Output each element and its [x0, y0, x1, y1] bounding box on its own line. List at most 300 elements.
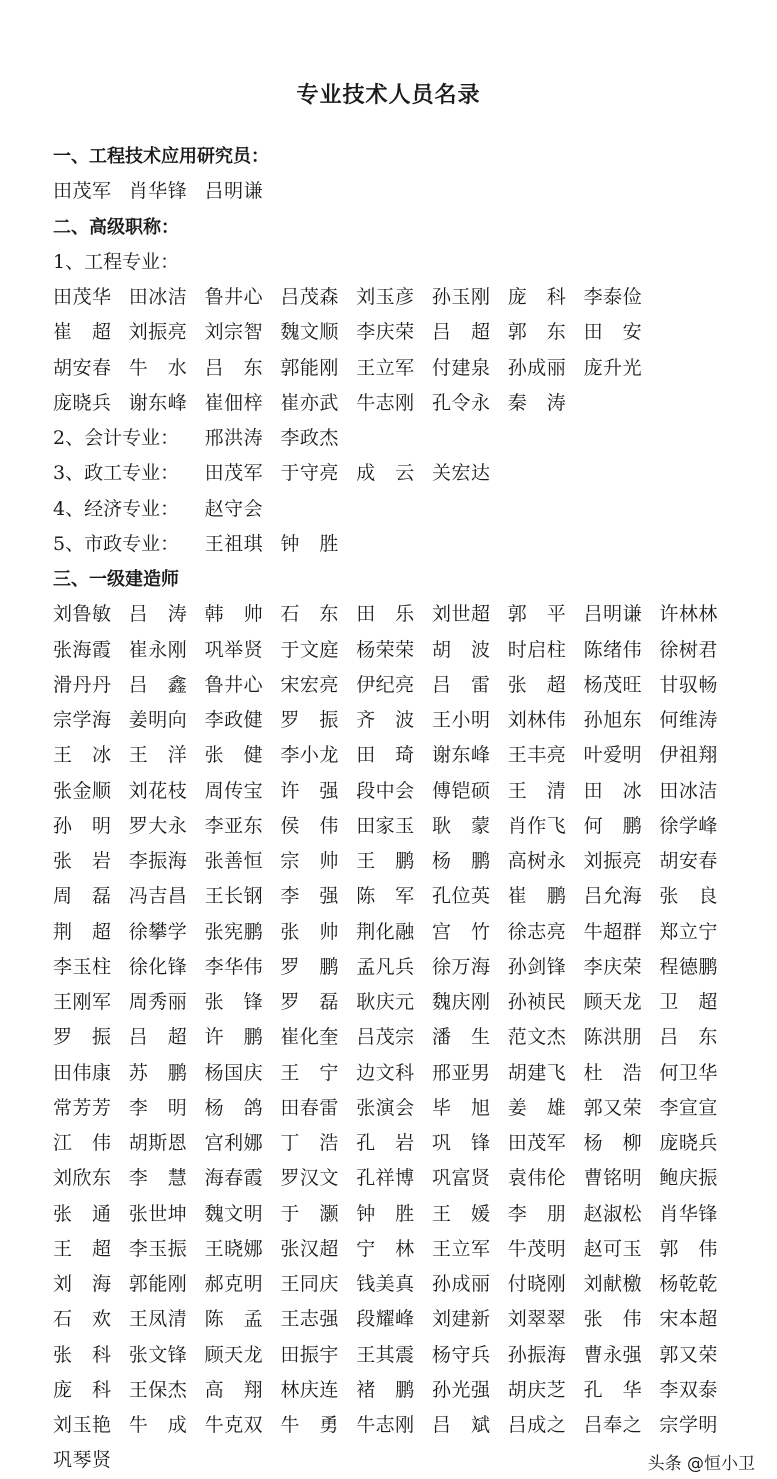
- person-name: 赵淑松: [583, 1202, 642, 1225]
- person-name: 鲍庆振: [659, 1167, 718, 1190]
- person-name: 王立军: [432, 1237, 490, 1260]
- person-name: 刘世超: [432, 603, 490, 626]
- person-name: 侯 伟: [280, 814, 339, 837]
- person-name: 郭能刚: [280, 356, 339, 379]
- person-name: 吕成之: [507, 1414, 566, 1436]
- person-name: 姜 雄: [507, 1096, 566, 1119]
- name-row: [53, 738, 773, 773]
- person-name: 崔 超: [53, 321, 111, 344]
- person-name: 郭 东: [507, 321, 566, 344]
- person-name: 范文杰: [507, 1026, 566, 1049]
- person-name: 王 清: [507, 779, 566, 802]
- category-label: 4、经济专业：: [53, 497, 180, 520]
- person-name: 罗大永: [128, 814, 187, 837]
- name-row: [53, 597, 773, 632]
- person-name: 张 超: [507, 673, 566, 696]
- person-name: 崔佃梓: [204, 391, 263, 414]
- name-row: [53, 1126, 773, 1161]
- person-name: 常芳芳: [53, 1096, 111, 1119]
- name-row: [53, 844, 773, 879]
- person-name: 张汉超: [280, 1237, 339, 1260]
- person-name: 孙玉刚: [432, 286, 490, 308]
- person-name: 崔 鹏: [507, 885, 566, 908]
- person-name: 周传宝: [204, 779, 263, 802]
- name-row: [53, 950, 773, 985]
- person-name: 王立军: [356, 356, 415, 379]
- category-row: [53, 492, 773, 527]
- person-name: 滑丹丹: [53, 673, 111, 696]
- name-row: [53, 1338, 773, 1373]
- person-name: 崔化奎: [280, 1026, 339, 1049]
- person-name: 张 科: [53, 1343, 111, 1366]
- person-name: 巩举贤: [204, 638, 263, 661]
- person-name: 宋宏亮: [280, 673, 339, 696]
- person-name: 李宣宣: [659, 1096, 718, 1119]
- person-name: 李振海: [128, 850, 187, 872]
- person-name: 杨乾乾: [659, 1273, 718, 1295]
- person-name: 杨 柳: [583, 1132, 642, 1154]
- person-name: 刘翠翠: [507, 1308, 566, 1331]
- person-name: 庞晓兵: [659, 1132, 718, 1154]
- name-row: [53, 1408, 773, 1443]
- category-row: [53, 421, 773, 456]
- person-name: 田茂军: [507, 1132, 566, 1154]
- person-name: 边文科: [356, 1061, 415, 1084]
- person-name: 崔永刚: [128, 638, 187, 661]
- person-name: 吕茂宗: [356, 1026, 415, 1049]
- person-name: 张 帅: [280, 920, 339, 943]
- person-name: 陈洪朋: [583, 1026, 642, 1049]
- person-name: 宁 林: [356, 1237, 415, 1260]
- person-name: 邢亚男: [432, 1061, 490, 1084]
- person-name: 牛克双: [204, 1414, 263, 1436]
- person-name: 成 云: [356, 462, 415, 485]
- person-name: 钱美真: [356, 1273, 415, 1295]
- person-name: 吕明谦: [204, 180, 263, 203]
- person-name: 段耀峰: [356, 1308, 415, 1331]
- person-name: 王 洋: [128, 744, 187, 767]
- person-name: 牛茂明: [507, 1237, 566, 1260]
- person-name: 田伟康: [53, 1061, 111, 1084]
- person-name: 罗 振: [53, 1026, 111, 1049]
- person-name: 刘鲁敏: [53, 603, 111, 626]
- person-name: 魏文顺: [280, 321, 339, 344]
- person-name: 肖华锋: [128, 180, 187, 203]
- person-name: 李双泰: [659, 1378, 718, 1401]
- person-name: 孔位英: [432, 885, 490, 908]
- person-name: 李小龙: [280, 744, 339, 767]
- person-name: 袁伟伦: [507, 1167, 566, 1190]
- person-name: 王丰亮: [507, 744, 566, 767]
- person-name: 邢洪涛: [204, 427, 263, 449]
- name-row: [53, 315, 773, 350]
- person-name: 张宪鹏: [204, 920, 263, 943]
- person-name: 杨守兵: [432, 1343, 490, 1366]
- person-name: 田 冰: [583, 779, 642, 802]
- person-name: 李庆荣: [356, 321, 415, 344]
- person-name: 牛 勇: [280, 1414, 339, 1436]
- person-name: 谢东峰: [432, 744, 490, 767]
- person-name: 牛志刚: [356, 1414, 415, 1436]
- person-name: 于守亮: [280, 462, 339, 485]
- person-name: 林庆连: [280, 1378, 339, 1401]
- person-name: 石 欢: [53, 1308, 111, 1331]
- person-name: 丁 浩: [280, 1132, 339, 1154]
- person-name: 齐 波: [356, 709, 415, 731]
- person-name: 李 明: [128, 1096, 187, 1119]
- person-name: 鲁井心: [204, 673, 263, 696]
- person-name: 田 安: [583, 321, 642, 344]
- person-name: 孔 岩: [356, 1132, 415, 1154]
- person-name: 吕 鑫: [128, 673, 187, 696]
- name-row: [53, 386, 773, 421]
- person-name: 郭又荣: [583, 1096, 642, 1119]
- person-name: 牛志刚: [356, 391, 415, 414]
- name-row: [53, 1232, 773, 1267]
- person-name: 郭 平: [507, 603, 566, 626]
- person-name: 胡 波: [432, 638, 490, 661]
- section-header: [53, 139, 773, 174]
- person-name: 王 媛: [432, 1202, 490, 1225]
- person-name: 宗学海: [53, 709, 111, 731]
- person-name: 张 通: [53, 1202, 111, 1225]
- person-name: 徐攀学: [128, 920, 187, 943]
- person-name: 孙成丽: [507, 356, 566, 379]
- person-name: 秦 涛: [507, 391, 566, 414]
- person-name: 褚 鹏: [356, 1378, 415, 1401]
- person-name: 李玉振: [128, 1237, 187, 1260]
- person-name: 肖华锋: [659, 1202, 718, 1225]
- person-name: 罗汉文: [280, 1167, 339, 1190]
- person-name: 刘建新: [432, 1308, 490, 1331]
- name-row: [53, 668, 773, 703]
- person-name: 吕 东: [659, 1026, 718, 1049]
- person-name: 李政杰: [280, 427, 339, 449]
- category-row: [53, 245, 773, 280]
- name-row: [53, 809, 773, 844]
- person-name: 王 冰: [53, 744, 111, 767]
- person-name: 陈 孟: [204, 1308, 263, 1331]
- person-name: 田茂军: [53, 180, 111, 203]
- person-name: 程德鹏: [659, 955, 718, 978]
- section-title: 三、一级建造师: [53, 569, 179, 590]
- person-name: 王小明: [432, 709, 490, 731]
- person-name: 李亚东: [204, 814, 263, 837]
- person-name: 姜明向: [128, 709, 187, 731]
- name-row: [53, 174, 773, 209]
- person-name: 张 良: [659, 885, 718, 908]
- person-name: 田冰洁: [659, 779, 718, 802]
- name-row: [53, 1197, 773, 1232]
- person-name: 李玉柱: [53, 955, 111, 978]
- person-name: 关宏达: [432, 462, 490, 485]
- person-name: 田家玉: [356, 814, 415, 837]
- person-name: 巩琴贤: [53, 1449, 111, 1472]
- person-name: 付建泉: [432, 356, 490, 379]
- section-header: [53, 562, 773, 597]
- person-name: 李庆荣: [583, 955, 642, 978]
- category-label: 2、会计专业：: [53, 427, 180, 449]
- person-name: 于文庭: [280, 638, 339, 661]
- person-name: 巩富贤: [432, 1167, 490, 1190]
- person-name: 王 鹏: [356, 850, 415, 872]
- person-name: 徐树君: [659, 638, 718, 661]
- person-name: 周秀丽: [128, 991, 187, 1013]
- person-name: 陈 军: [356, 885, 415, 908]
- person-name: 田振宇: [280, 1343, 339, 1366]
- person-name: 谢东峰: [128, 391, 187, 414]
- person-name: 孙旭东: [583, 709, 642, 731]
- name-row: [53, 1373, 773, 1408]
- person-name: 宗 帅: [280, 850, 339, 872]
- name-row: [53, 703, 773, 738]
- name-row: [53, 1056, 773, 1091]
- person-name: 宋本超: [659, 1308, 718, 1331]
- person-name: 宗学明: [659, 1414, 718, 1436]
- name-row: [53, 985, 773, 1020]
- person-name: 庞 科: [507, 286, 566, 308]
- person-name: 徐万海: [432, 955, 490, 978]
- person-name: 徐学峰: [659, 814, 718, 837]
- category-row: [53, 527, 773, 562]
- person-name: 冯吉昌: [128, 885, 187, 908]
- person-name: 庞 科: [53, 1378, 111, 1401]
- person-name: 叶爱明: [583, 744, 642, 767]
- person-name: 韩 帅: [204, 603, 263, 626]
- person-name: 张海霞: [53, 638, 111, 661]
- person-name: 徐化锋: [128, 955, 187, 978]
- person-name: 徐志亮: [507, 920, 566, 943]
- person-name: 荆 超: [53, 920, 111, 943]
- category-label: 3、政工专业：: [53, 462, 180, 485]
- name-row: [53, 879, 773, 914]
- person-name: 郝克明: [204, 1273, 263, 1295]
- section-title: 二、高级职称：: [53, 216, 179, 238]
- person-name: 吕 超: [432, 321, 490, 344]
- person-name: 许林林: [659, 603, 718, 626]
- person-name: 高 翔: [204, 1378, 263, 1401]
- person-name: 刘振亮: [583, 850, 642, 872]
- person-name: 甘驭畅: [659, 673, 718, 696]
- category-label: 1、工程专业：: [53, 250, 180, 273]
- name-row: [53, 633, 773, 668]
- person-name: 李泰俭: [583, 286, 642, 308]
- person-name: 张文锋: [128, 1343, 187, 1366]
- person-name: 赵守会: [204, 497, 263, 520]
- person-name: 李政健: [204, 709, 263, 731]
- person-name: 何卫华: [659, 1061, 718, 1084]
- person-name: 吕允海: [583, 885, 642, 908]
- person-name: 潘 生: [432, 1026, 490, 1049]
- person-name: 宫利娜: [204, 1132, 263, 1154]
- person-name: 王凤清: [128, 1308, 187, 1331]
- person-name: 王志强: [280, 1308, 339, 1331]
- person-name: 刘林伟: [507, 709, 566, 731]
- person-name: 于 灏: [280, 1202, 339, 1225]
- person-name: 刘欣东: [53, 1167, 111, 1190]
- person-name: 王保杰: [128, 1378, 187, 1401]
- personnel-list: [53, 139, 773, 1479]
- name-row: [53, 915, 773, 950]
- person-name: 魏文明: [204, 1202, 263, 1225]
- person-name: 田冰洁: [128, 286, 187, 308]
- person-name: 孔令永: [432, 391, 490, 414]
- person-name: 王长钢: [204, 885, 263, 908]
- person-name: 何维涛: [659, 709, 718, 731]
- person-name: 张 锋: [204, 991, 263, 1013]
- person-name: 海春霞: [204, 1167, 263, 1190]
- person-name: 杜 浩: [583, 1061, 642, 1084]
- person-name: 胡庆芝: [507, 1378, 566, 1401]
- person-name: 胡建飞: [507, 1061, 566, 1084]
- person-name: 孔祥博: [356, 1167, 415, 1190]
- person-name: 张金顺: [53, 779, 111, 802]
- person-name: 孙光强: [432, 1378, 490, 1401]
- person-name: 陈绪伟: [583, 638, 642, 661]
- person-name: 吕 雷: [432, 673, 490, 696]
- person-name: 吕茂森: [280, 286, 339, 308]
- person-name: 鲁井心: [204, 286, 263, 308]
- person-name: 刘玉彦: [356, 286, 415, 308]
- person-name: 孙 明: [53, 814, 111, 837]
- person-name: 田茂军: [204, 462, 263, 485]
- person-name: 荆化融: [356, 920, 415, 943]
- person-name: 杨 鹏: [432, 850, 490, 872]
- person-name: 孟凡兵: [356, 955, 415, 978]
- person-name: 伊纪亮: [356, 673, 415, 696]
- person-name: 田 琦: [356, 744, 415, 767]
- person-name: 苏 鹏: [128, 1061, 187, 1084]
- person-name: 孙剑锋: [507, 955, 566, 978]
- person-name: 王祖琪: [204, 532, 263, 555]
- person-name: 王其震: [356, 1343, 415, 1366]
- person-name: 孔 华: [583, 1378, 642, 1401]
- person-name: 孙成丽: [432, 1273, 490, 1295]
- person-name: 田春雷: [280, 1096, 339, 1119]
- person-name: 张善恒: [204, 850, 263, 872]
- person-name: 吕 超: [128, 1026, 187, 1049]
- person-name: 肖作飞: [507, 814, 566, 837]
- person-name: 吕奉之: [583, 1414, 642, 1436]
- section-title: 一、工程技术应用研究员：: [53, 146, 269, 167]
- person-name: 刘 海: [53, 1273, 111, 1295]
- person-name: 何 鹏: [583, 814, 642, 837]
- person-name: 宫 竹: [432, 920, 490, 943]
- person-name: 胡安春: [659, 850, 718, 872]
- person-name: 田 乐: [356, 603, 415, 626]
- person-name: 王刚军: [53, 991, 111, 1013]
- person-name: 江 伟: [53, 1132, 111, 1154]
- person-name: 时启柱: [507, 638, 566, 661]
- name-row: [53, 1267, 773, 1302]
- person-name: 郭 伟: [659, 1237, 718, 1260]
- name-row: [53, 1302, 773, 1337]
- person-name: 孙祯民: [507, 991, 566, 1013]
- person-name: 郭又荣: [659, 1343, 718, 1366]
- person-name: 李 朋: [507, 1202, 566, 1225]
- person-name: 付晓刚: [507, 1273, 566, 1295]
- name-row: [53, 351, 773, 386]
- person-name: 田茂华: [53, 286, 111, 308]
- person-name: 钟 胜: [356, 1202, 415, 1225]
- person-name: 杨 鸽: [204, 1096, 263, 1119]
- person-name: 李 强: [280, 885, 339, 908]
- name-row: [53, 280, 773, 315]
- person-name: 刘花枝: [128, 779, 187, 802]
- person-name: 罗 鹏: [280, 955, 339, 978]
- person-name: 庞晓兵: [53, 391, 111, 414]
- document-title: 专业技术人员名录: [296, 83, 481, 108]
- person-name: 巩 锋: [432, 1132, 490, 1154]
- person-name: 张 伟: [583, 1308, 642, 1331]
- person-name: 毕 旭: [432, 1096, 490, 1119]
- person-name: 李华伟: [204, 955, 263, 978]
- person-name: 吕明谦: [583, 603, 642, 626]
- person-name: 刘玉艳: [53, 1414, 111, 1436]
- person-name: 许 强: [280, 779, 339, 802]
- person-name: 曹铭明: [583, 1167, 642, 1190]
- person-name: 王同庆: [280, 1273, 339, 1295]
- person-name: 张世坤: [128, 1202, 187, 1225]
- person-name: 刘宗智: [204, 321, 263, 344]
- person-name: 伊祖翔: [659, 744, 718, 767]
- category-row: [53, 456, 773, 491]
- person-name: 石 东: [280, 603, 339, 626]
- person-name: 郑立宁: [659, 920, 718, 943]
- person-name: 赵可玉: [583, 1237, 642, 1260]
- person-name: 王 宁: [280, 1061, 339, 1084]
- person-name: 吕 东: [204, 356, 263, 379]
- person-name: 刘献檄: [583, 1273, 642, 1295]
- person-name: 杨荣荣: [356, 638, 415, 661]
- person-name: 庞升光: [583, 356, 642, 379]
- person-name: 张 岩: [53, 850, 111, 872]
- person-name: 罗 磊: [280, 991, 339, 1013]
- person-name: 刘振亮: [128, 321, 187, 344]
- person-name: 耿 蒙: [432, 814, 490, 837]
- name-row: [53, 774, 773, 809]
- name-row: [53, 1020, 773, 1055]
- name-row: [53, 1091, 773, 1126]
- person-name: 魏庆刚: [432, 991, 490, 1013]
- person-name: 耿庆元: [356, 991, 415, 1013]
- person-name: 顾天龙: [583, 991, 642, 1013]
- person-name: 钟 胜: [280, 532, 339, 555]
- person-name: 曹永强: [583, 1343, 642, 1366]
- person-name: 傅铠硕: [432, 779, 490, 802]
- section-header: [53, 210, 773, 245]
- person-name: 卫 超: [659, 991, 718, 1013]
- watermark: 头条 @恒小卫: [647, 1454, 755, 1474]
- person-name: 牛超群: [583, 920, 642, 943]
- person-name: 崔亦武: [280, 391, 339, 414]
- person-name: 段中会: [356, 779, 415, 802]
- person-name: 牛 水: [128, 356, 187, 379]
- person-name: 罗 振: [280, 709, 339, 731]
- person-name: 顾天龙: [204, 1343, 263, 1366]
- person-name: 张 健: [204, 744, 263, 767]
- person-name: 王晓娜: [204, 1237, 263, 1260]
- person-name: 周 磊: [53, 885, 111, 908]
- person-name: 王 超: [53, 1237, 111, 1260]
- person-name: 胡安春: [53, 356, 111, 379]
- person-name: 吕 斌: [432, 1414, 490, 1436]
- category-label: 5、市政专业：: [53, 532, 180, 555]
- person-name: 牛 成: [128, 1414, 187, 1436]
- name-row: [53, 1161, 773, 1196]
- person-name: 孙振海: [507, 1343, 566, 1366]
- person-name: 杨国庆: [204, 1061, 263, 1084]
